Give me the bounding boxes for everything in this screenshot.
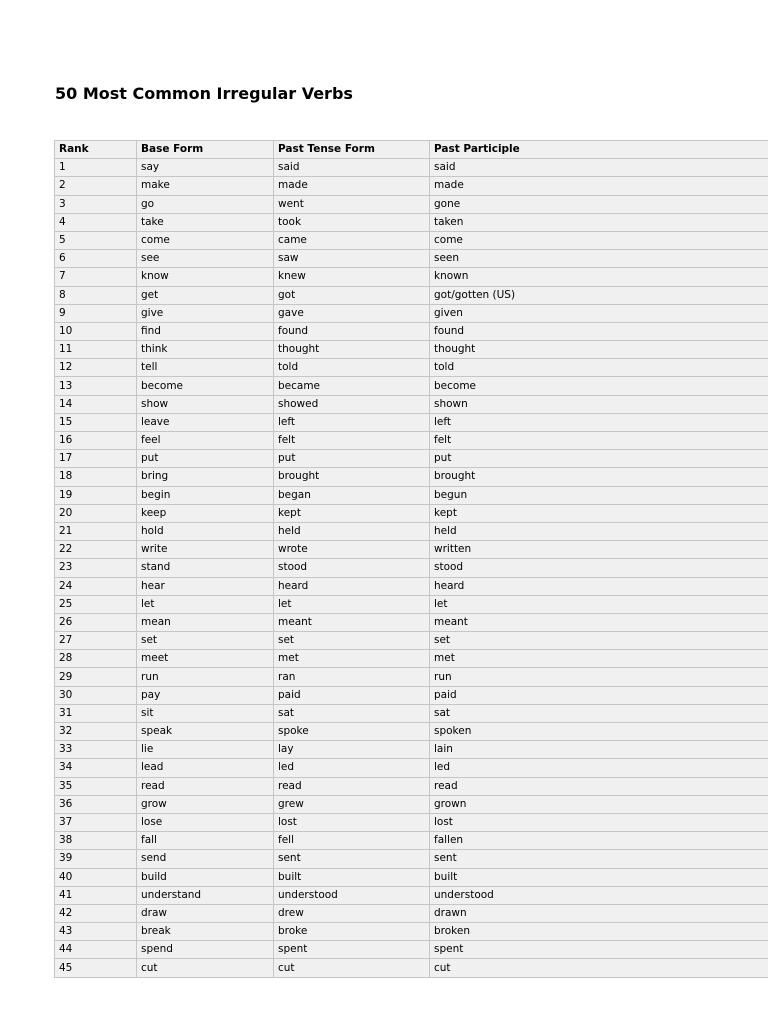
rank-cell: 41 [55,886,137,904]
past-participle-cell: gone [430,195,768,213]
table-row [55,522,768,540]
table-row [55,559,768,577]
table-row [55,395,768,413]
past-tense-cell: sat [274,704,430,722]
past-participle-cell: held [430,522,768,540]
table-row [55,231,768,249]
past-tense-cell: came [274,231,430,249]
past-participle-cell: paid [430,686,768,704]
table-row [55,304,768,322]
base-form-cell: speak [137,723,274,741]
table-row [55,632,768,650]
page-title: 50 Most Common Irregular Verbs [55,84,353,103]
base-form-cell: pay [137,686,274,704]
past-participle-cell: read [430,777,768,795]
rank-cell: 1 [55,159,137,177]
rank-cell: 36 [55,795,137,813]
table-row [55,159,768,177]
base-form-cell: set [137,632,274,650]
rank-cell: 28 [55,650,137,668]
past-participle-cell: let [430,595,768,613]
past-tense-cell: found [274,322,430,340]
table-row [55,195,768,213]
past-participle-cell: got/gotten (US) [430,286,768,304]
past-participle-cell: said [430,159,768,177]
rank-cell: 24 [55,577,137,595]
past-tense-cell: stood [274,559,430,577]
base-form-cell: lead [137,759,274,777]
past-participle-cell: sent [430,850,768,868]
table-row [55,832,768,850]
base-form-cell: meet [137,650,274,668]
past-tense-cell: heard [274,577,430,595]
base-form-cell: lie [137,741,274,759]
header-past-tense-form: Past Tense Form [274,141,430,159]
past-participle-cell: cut [430,959,768,977]
base-form-cell: bring [137,468,274,486]
table-row [55,486,768,504]
past-tense-cell: told [274,359,430,377]
past-tense-cell: drew [274,904,430,922]
past-tense-cell: felt [274,432,430,450]
base-form-cell: find [137,322,274,340]
past-participle-cell: spent [430,941,768,959]
past-participle-cell: lost [430,813,768,831]
past-tense-cell: lay [274,741,430,759]
past-tense-cell: left [274,413,430,431]
past-participle-cell: lain [430,741,768,759]
past-participle-cell: become [430,377,768,395]
rank-cell: 2 [55,177,137,195]
past-tense-cell: made [274,177,430,195]
base-form-cell: go [137,195,274,213]
rank-cell: 45 [55,959,137,977]
base-form-cell: keep [137,504,274,522]
table-row [55,759,768,777]
table-row [55,250,768,268]
rank-cell: 11 [55,341,137,359]
table-row [55,595,768,613]
past-participle-cell: brought [430,468,768,486]
past-participle-cell: grown [430,795,768,813]
base-form-cell: show [137,395,274,413]
base-form-cell: spend [137,941,274,959]
base-form-cell: read [137,777,274,795]
rank-cell: 22 [55,541,137,559]
rank-cell: 32 [55,723,137,741]
rank-cell: 38 [55,832,137,850]
base-form-cell: think [137,341,274,359]
rank-cell: 34 [55,759,137,777]
past-participle-cell: found [430,322,768,340]
rank-cell: 8 [55,286,137,304]
past-participle-cell: come [430,231,768,249]
past-participle-cell: stood [430,559,768,577]
base-form-cell: grow [137,795,274,813]
base-form-cell: hear [137,577,274,595]
past-tense-cell: lost [274,813,430,831]
base-form-cell: become [137,377,274,395]
base-form-cell: write [137,541,274,559]
past-participle-cell: shown [430,395,768,413]
past-tense-cell: got [274,286,430,304]
past-participle-cell: meant [430,613,768,631]
table-row [55,359,768,377]
rank-cell: 42 [55,904,137,922]
table-row [55,468,768,486]
past-participle-cell: thought [430,341,768,359]
table-row [55,959,768,977]
table-row [55,923,768,941]
table-row [55,322,768,340]
rank-cell: 3 [55,195,137,213]
base-form-cell: leave [137,413,274,431]
rank-cell: 23 [55,559,137,577]
header-base-form: Base Form [137,141,274,159]
past-tense-cell: knew [274,268,430,286]
rank-cell: 10 [55,322,137,340]
past-tense-cell: fell [274,832,430,850]
base-form-cell: come [137,231,274,249]
base-form-cell: feel [137,432,274,450]
header-past-participle: Past Participle [430,141,768,159]
past-tense-cell: broke [274,923,430,941]
past-participle-cell: felt [430,432,768,450]
past-tense-cell: wrote [274,541,430,559]
table-row [55,704,768,722]
table-row [55,432,768,450]
rank-cell: 31 [55,704,137,722]
table-row [55,577,768,595]
rank-cell: 27 [55,632,137,650]
table-row [55,795,768,813]
past-participle-cell: told [430,359,768,377]
past-tense-cell: brought [274,468,430,486]
base-form-cell: sit [137,704,274,722]
table-row [55,504,768,522]
past-tense-cell: led [274,759,430,777]
table-row [55,850,768,868]
past-participle-cell: heard [430,577,768,595]
base-form-cell: know [137,268,274,286]
table-body [55,159,768,977]
base-form-cell: run [137,668,274,686]
rank-cell: 13 [55,377,137,395]
rank-cell: 12 [55,359,137,377]
table-row [55,723,768,741]
base-form-cell: give [137,304,274,322]
base-form-cell: cut [137,959,274,977]
table-row [55,650,768,668]
past-tense-cell: set [274,632,430,650]
rank-cell: 33 [55,741,137,759]
past-tense-cell: let [274,595,430,613]
table-row [55,341,768,359]
past-participle-cell: run [430,668,768,686]
rank-cell: 16 [55,432,137,450]
rank-cell: 6 [55,250,137,268]
base-form-cell: fall [137,832,274,850]
past-participle-cell: made [430,177,768,195]
table-row [55,286,768,304]
table-row [55,413,768,431]
past-tense-cell: ran [274,668,430,686]
irregular-verbs-table [54,140,768,978]
rank-cell: 26 [55,613,137,631]
base-form-cell: draw [137,904,274,922]
table-row [55,886,768,904]
table-row [55,668,768,686]
rank-cell: 15 [55,413,137,431]
past-participle-cell: led [430,759,768,777]
past-tense-cell: sent [274,850,430,868]
past-tense-cell: saw [274,250,430,268]
table-row [55,377,768,395]
table-row [55,686,768,704]
past-participle-cell: given [430,304,768,322]
past-participle-cell: known [430,268,768,286]
past-participle-cell: begun [430,486,768,504]
table-row [55,450,768,468]
table-row [55,777,768,795]
base-form-cell: lose [137,813,274,831]
past-tense-cell: showed [274,395,430,413]
table-row [55,541,768,559]
past-participle-cell: broken [430,923,768,941]
past-tense-cell: thought [274,341,430,359]
past-participle-cell: drawn [430,904,768,922]
table-row [55,813,768,831]
past-tense-cell: spoke [274,723,430,741]
rank-cell: 25 [55,595,137,613]
rank-cell: 17 [55,450,137,468]
base-form-cell: mean [137,613,274,631]
past-tense-cell: put [274,450,430,468]
past-participle-cell: kept [430,504,768,522]
past-tense-cell: read [274,777,430,795]
past-participle-cell: put [430,450,768,468]
header-row [55,141,768,159]
base-form-cell: let [137,595,274,613]
past-participle-cell: written [430,541,768,559]
past-tense-cell: met [274,650,430,668]
base-form-cell: tell [137,359,274,377]
past-participle-cell: sat [430,704,768,722]
base-form-cell: understand [137,886,274,904]
table-row [55,941,768,959]
past-participle-cell: left [430,413,768,431]
table-row [55,213,768,231]
rank-cell: 20 [55,504,137,522]
past-tense-cell: paid [274,686,430,704]
base-form-cell: begin [137,486,274,504]
past-tense-cell: took [274,213,430,231]
past-participle-cell: spoken [430,723,768,741]
table-row [55,904,768,922]
past-tense-cell: built [274,868,430,886]
table-row [55,177,768,195]
base-form-cell: put [137,450,274,468]
base-form-cell: take [137,213,274,231]
rank-cell: 35 [55,777,137,795]
past-tense-cell: kept [274,504,430,522]
table-row [55,741,768,759]
base-form-cell: build [137,868,274,886]
past-participle-cell: set [430,632,768,650]
rank-cell: 14 [55,395,137,413]
base-form-cell: hold [137,522,274,540]
base-form-cell: see [137,250,274,268]
rank-cell: 43 [55,923,137,941]
rank-cell: 19 [55,486,137,504]
past-participle-cell: seen [430,250,768,268]
base-form-cell: stand [137,559,274,577]
rank-cell: 7 [55,268,137,286]
table-row [55,613,768,631]
header-rank: Rank [55,141,137,159]
base-form-cell: get [137,286,274,304]
rank-cell: 30 [55,686,137,704]
past-tense-cell: understood [274,886,430,904]
table-row [55,268,768,286]
rank-cell: 9 [55,304,137,322]
past-participle-cell: taken [430,213,768,231]
past-participle-cell: met [430,650,768,668]
past-tense-cell: grew [274,795,430,813]
past-tense-cell: cut [274,959,430,977]
base-form-cell: make [137,177,274,195]
base-form-cell: break [137,923,274,941]
rank-cell: 5 [55,231,137,249]
rank-cell: 21 [55,522,137,540]
rank-cell: 37 [55,813,137,831]
past-tense-cell: said [274,159,430,177]
rank-cell: 44 [55,941,137,959]
past-tense-cell: meant [274,613,430,631]
rank-cell: 4 [55,213,137,231]
past-participle-cell: understood [430,886,768,904]
past-tense-cell: went [274,195,430,213]
past-tense-cell: spent [274,941,430,959]
past-participle-cell: fallen [430,832,768,850]
past-participle-cell: built [430,868,768,886]
past-tense-cell: gave [274,304,430,322]
rank-cell: 39 [55,850,137,868]
base-form-cell: say [137,159,274,177]
rank-cell: 29 [55,668,137,686]
base-form-cell: send [137,850,274,868]
rank-cell: 40 [55,868,137,886]
table-header [55,141,768,159]
past-tense-cell: became [274,377,430,395]
past-tense-cell: began [274,486,430,504]
past-tense-cell: held [274,522,430,540]
rank-cell: 18 [55,468,137,486]
table-row [55,868,768,886]
